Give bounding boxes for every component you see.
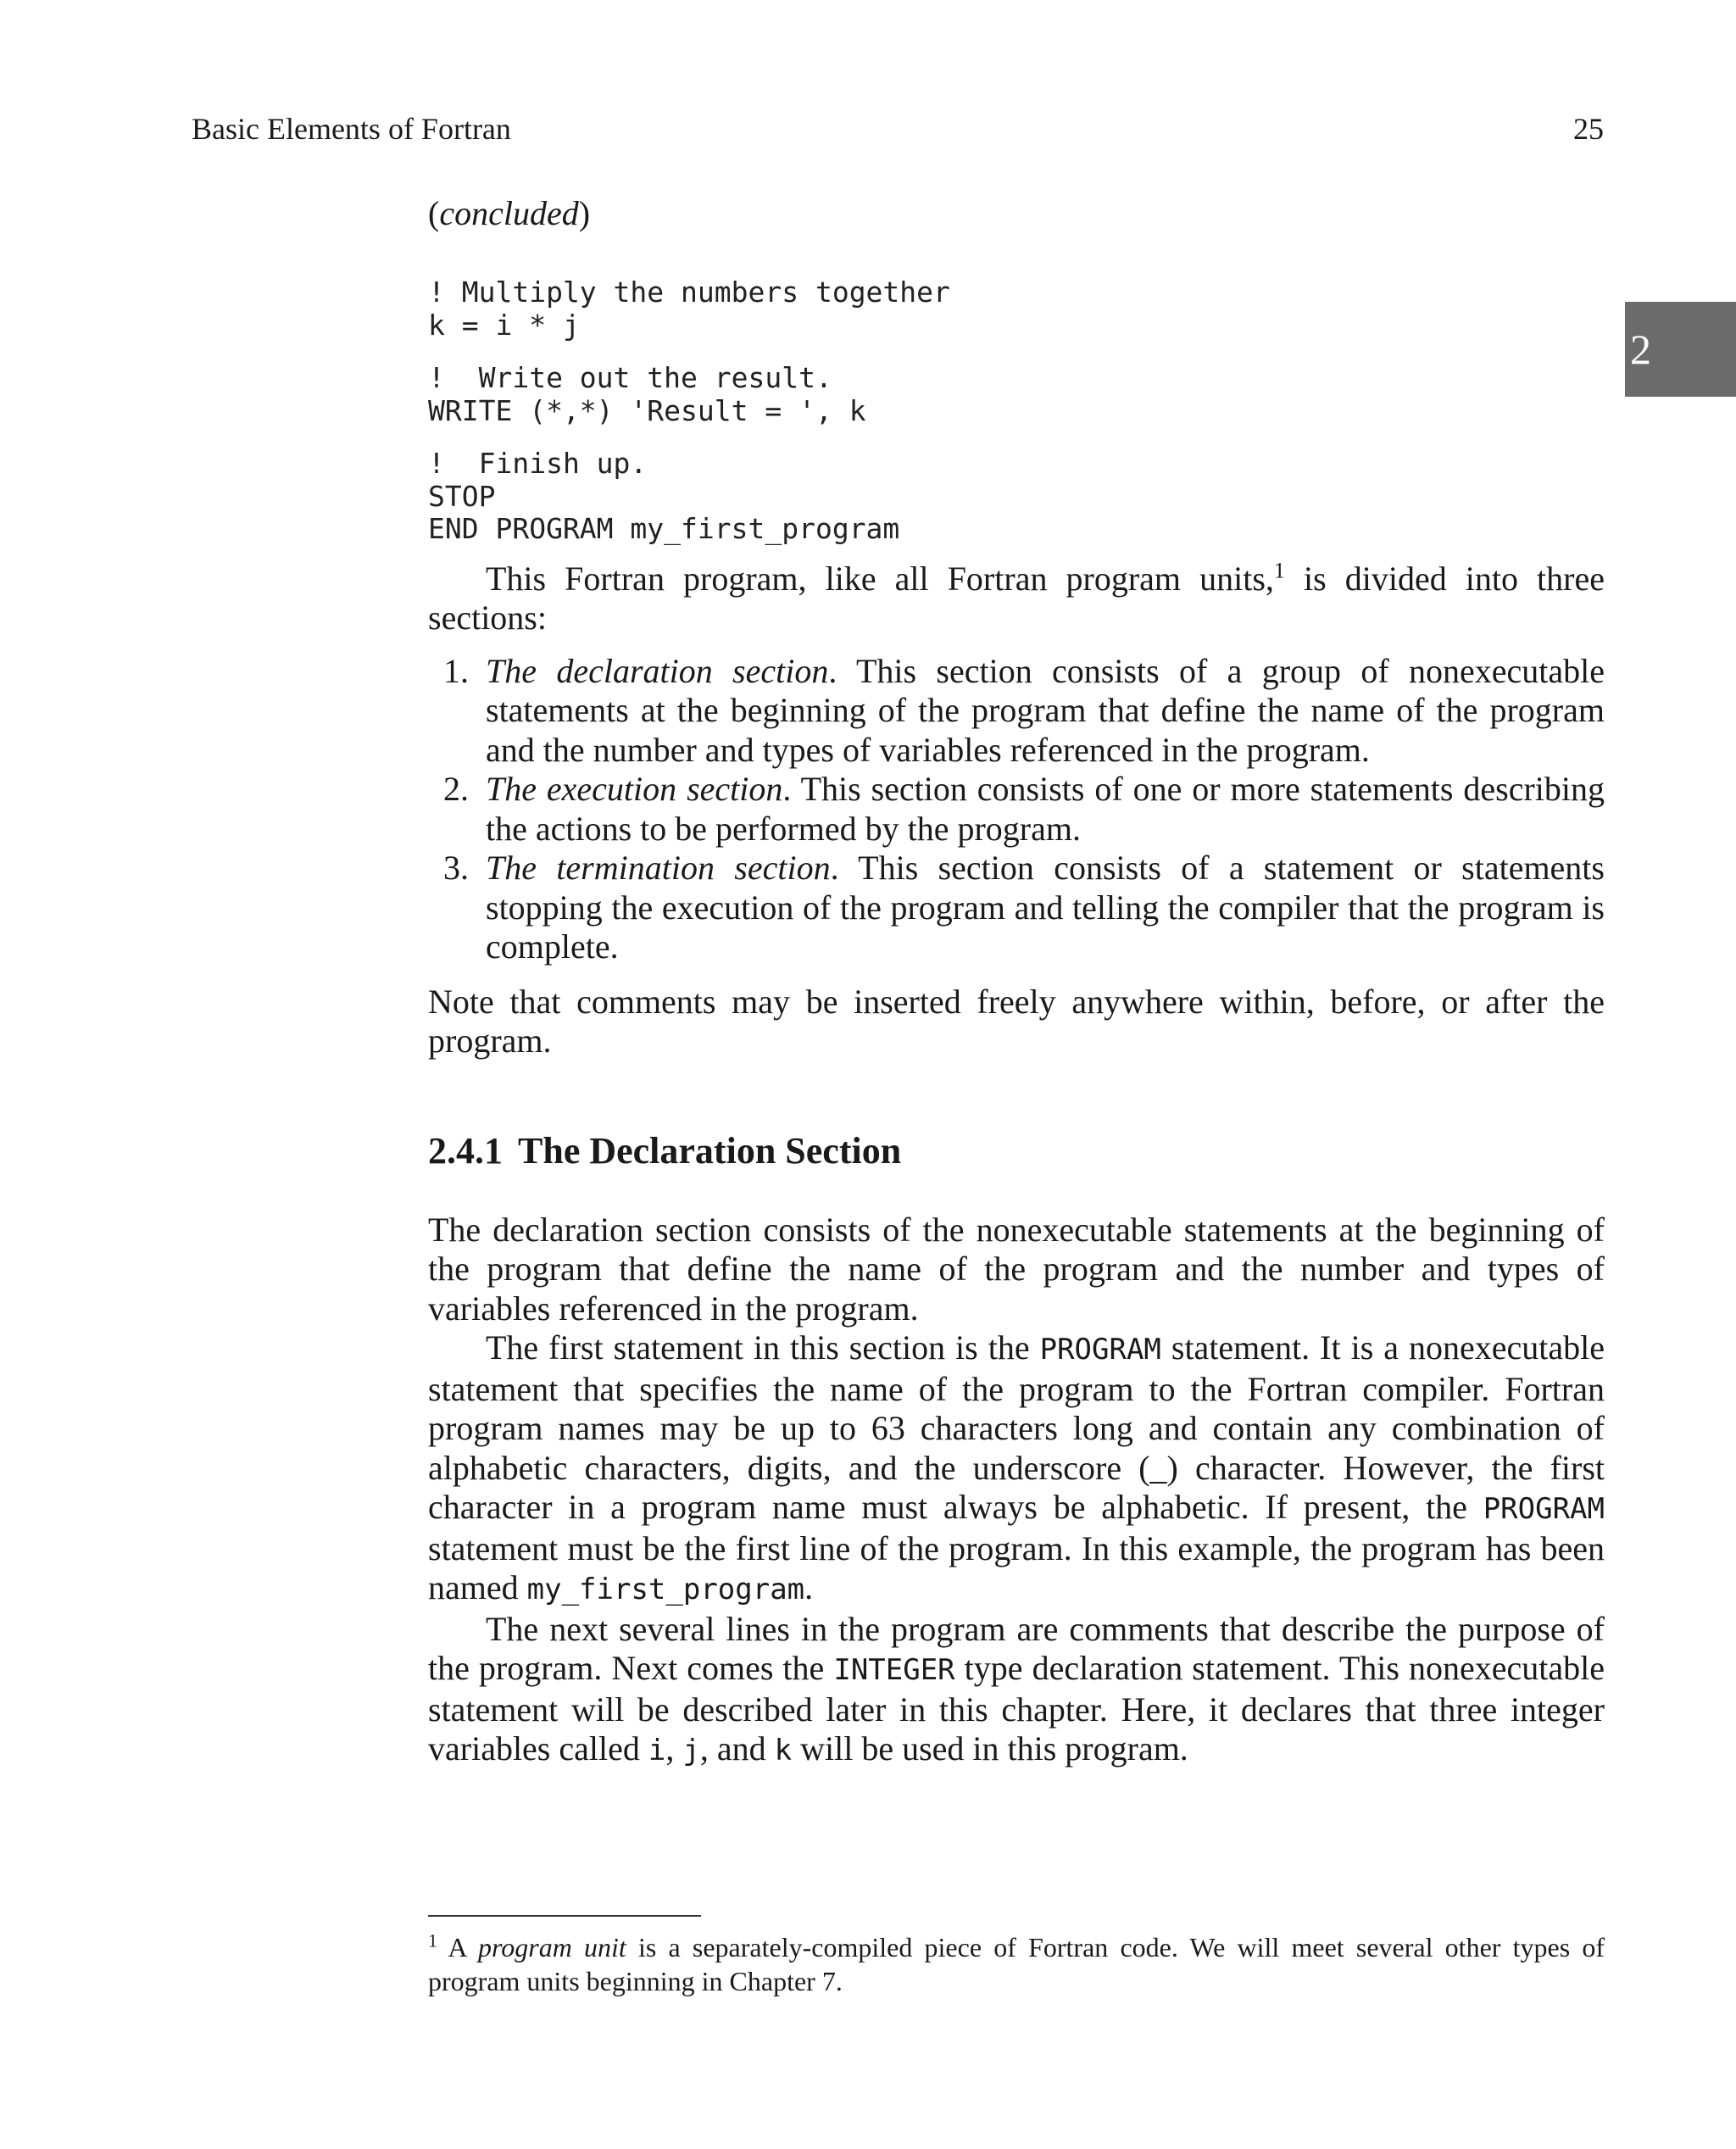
- list-item-title: The termination section: [486, 849, 831, 887]
- list-item-number: 3.: [443, 849, 469, 887]
- footnote-marker: 1: [428, 1929, 437, 1951]
- intro-paragraph: [428, 560, 1605, 638]
- code-block-write: ! Write out the result. WRITE (*,*) 'Result = ', k: [428, 361, 866, 427]
- text-run: will be used in this program.: [792, 1729, 1188, 1768]
- text-run: ,: [665, 1729, 683, 1768]
- list-item: [428, 849, 1605, 967]
- footnote-pre: A: [437, 1932, 478, 1962]
- footnote-post: is a separately-compiled piece of Fortran code. We will meet several other types of program units beginning in Chapter 7.: [428, 1932, 1605, 1996]
- footnote-reference: 1: [1273, 558, 1285, 583]
- list-item: [428, 652, 1605, 771]
- footnote: [428, 1930, 1605, 1998]
- text-run: type declaration statement. This nonexecutable statement will be described later in this chapter. Here, it declares that three integer variables called: [428, 1649, 1605, 1768]
- section-title: The Declaration Section: [518, 1129, 902, 1172]
- declaration-paragraph-2: [428, 1328, 1605, 1610]
- intro-after: is divided into three sections:: [428, 559, 1605, 637]
- declaration-paragraph-3: [428, 1610, 1605, 1771]
- inline-code: j: [682, 1734, 700, 1768]
- inline-code: i: [648, 1734, 666, 1768]
- concluded-text: concluded: [439, 194, 579, 232]
- code-block-multiply: ! Multiply the numbers together k = i * j: [428, 276, 950, 342]
- footnote-term: program unit: [477, 1932, 626, 1962]
- inline-code: PROGRAM: [1483, 1492, 1605, 1526]
- code-block-finish: ! Finish up. STOP: [428, 447, 648, 513]
- list-item: [428, 770, 1605, 849]
- text-run: statement must be the first line of the program. In this example, the program has been named: [428, 1528, 1605, 1606]
- list-item-text: . This section consists of a statement or statements stopping the execution of the program and telling the compiler that the program is complete.: [486, 849, 1605, 966]
- list-item-number: 2.: [443, 770, 469, 808]
- list-item-text: . This section consists of a group of nonexecutable statements at the beginning of the program that define the name of the program and the number and types of variables referenced in the program.: [486, 651, 1605, 769]
- text-run: The first statement in this section is the: [486, 1328, 1040, 1367]
- declaration-paragraph-1: The declaration section consists of the nonexecutable statements at the beginning of the program that define the name of the program and the number and types of variables referenced in the program.: [428, 1210, 1605, 1328]
- page-number: 25: [1573, 112, 1604, 146]
- main-content: [428, 193, 1605, 1771]
- note-paragraph: Note that comments may be inserted freely anywhere within, before, or after the program.: [428, 982, 1605, 1060]
- text-run: The next several lines in the program are comments that describe the purpose of the program. Next comes the: [428, 1609, 1605, 1687]
- text-run: statement. It is a nonexecutable statement that specifies the name of the program to the Fortran compiler. Fortran program names may be up to 63 characters long and contain any combination of alphabetic characters, digits, and the underscore (_) character. However, the first character in a program name must always be alphabetic. If present, the: [428, 1328, 1605, 1526]
- inline-code: my_first_program: [526, 1573, 805, 1606]
- sections-list: [428, 652, 1605, 967]
- intro-before: This Fortran program, like all Fortran program units,: [486, 559, 1274, 598]
- section-number: 2.4.1: [428, 1129, 503, 1172]
- running-title: Basic Elements of Fortran: [192, 112, 511, 146]
- concluded-label: (concluded): [428, 194, 591, 232]
- list-item-text: . This section consists of one or more statements describing the actions to be performed by the program.: [486, 770, 1605, 848]
- footnote-divider: [428, 1915, 701, 1917]
- list-item-title: The declaration section: [486, 651, 829, 690]
- text-run: .: [804, 1568, 814, 1606]
- list-item-number: 1.: [443, 651, 469, 690]
- chapter-tab: 2: [1625, 302, 1736, 397]
- text-run: , and: [699, 1729, 775, 1768]
- section-heading: [428, 1129, 1605, 1173]
- code-block-end: END PROGRAM my_first_program: [428, 512, 900, 545]
- list-item-title: The execution section: [486, 770, 783, 808]
- inline-code: INTEGER: [833, 1653, 955, 1687]
- inline-code: k: [774, 1734, 793, 1768]
- inline-code: PROGRAM: [1039, 1333, 1161, 1367]
